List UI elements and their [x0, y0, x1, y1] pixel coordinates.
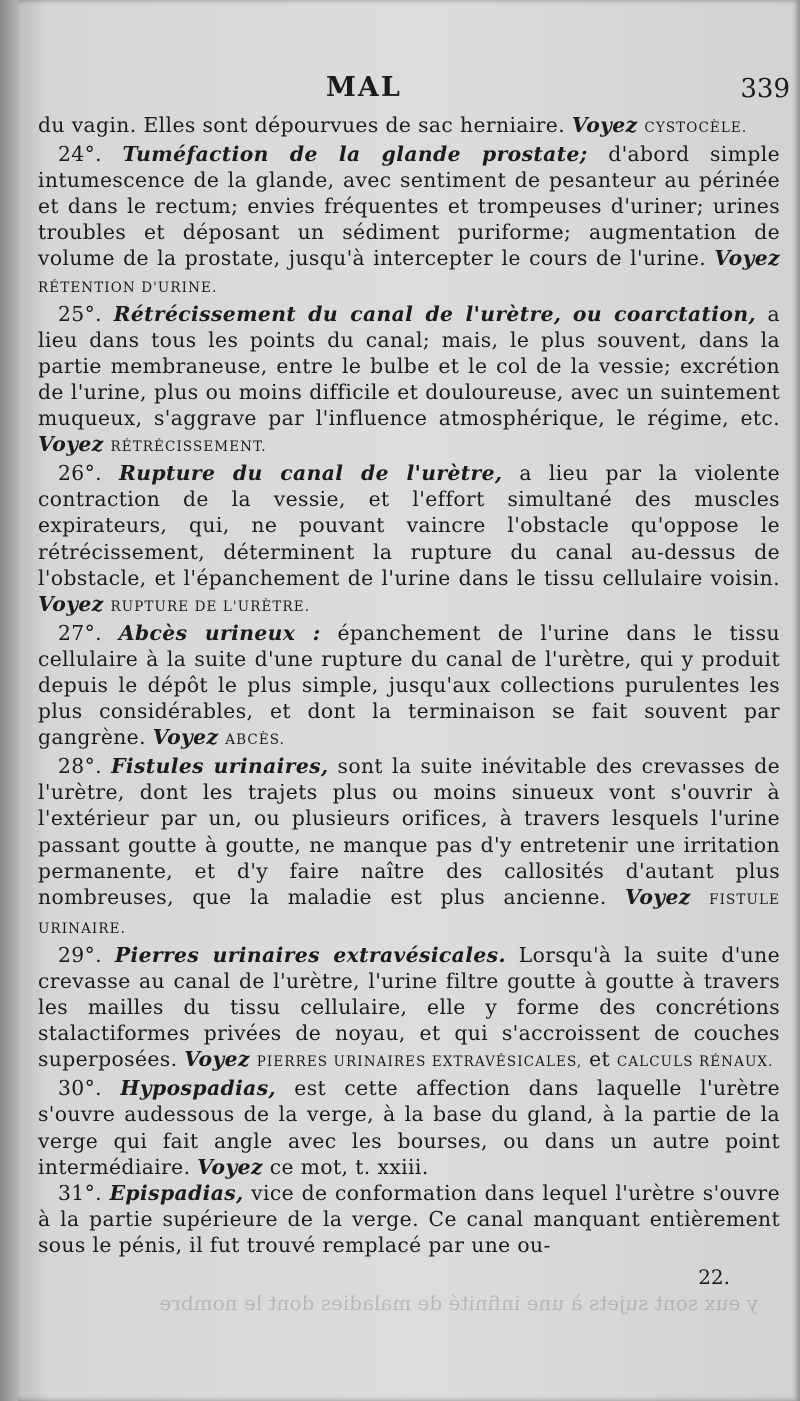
- page-header: [18, 72, 800, 106]
- cross-reference: ce mot, t. xxiii.: [269, 1154, 429, 1179]
- entry-text: sont la suite inévitable des crevasses de l'urètre, dont les trajets plus ou moins sinueux vont s'ouvrir à l'extérieur par un, ou plusieurs orifices, à travers lesquels l'urine passant goutte à goutte, ne manque pas d'y entretenir une irritation permanente, et d'y faire naître des callosités d'autant plus nombreuses, que la maladie est plus ancienne.: [38, 754, 780, 909]
- bleed-through-text: y eux sont sujets à une infinité de maladies dont le nombre: [159, 1291, 758, 1315]
- entry-text: a lieu dans tous les points du canal; mais, le plus souvent, dans la partie membraneuse, entre le bulbe et le col de la vessie; excrétion de l'urine, plus ou moins difficile et douloureuse, avec un suintement muqueux, s'aggrave par l'influence atmosphérique, le régime, etc.: [38, 301, 780, 431]
- entry-number: 24°.: [58, 142, 102, 167]
- entry-number: 27°.: [58, 620, 102, 645]
- entry-number: 31°.: [58, 1180, 102, 1205]
- signature-mark: 22.: [698, 1265, 730, 1289]
- body-text: [38, 112, 780, 1258]
- entry-title: Epispadias,: [109, 1180, 244, 1205]
- entry-number: 29°.: [58, 942, 102, 967]
- entry-title: Rupture du canal de l'urètre,: [119, 461, 503, 486]
- entry-29: [38, 942, 780, 1075]
- cross-reference: CYSTOCÈLE.: [644, 120, 748, 136]
- cross-reference: FISTULE URINAIRE.: [38, 891, 780, 937]
- entry-title-extra: ou coarctation,: [572, 301, 756, 326]
- running-title: MAL: [326, 72, 402, 103]
- voyez-label: Voyez: [152, 725, 219, 750]
- cross-reference: ABCÈS.: [225, 732, 286, 749]
- entry-26: [38, 460, 780, 620]
- entry-28: [38, 753, 780, 942]
- entry-24: [38, 141, 780, 301]
- entry-text: vice de conformation dans lequel l'urètre s'ouvre à la partie supérieure de la verge. Ce canal manquant entièrement sous le pénis, il fut trouvé remplacé par une ou-: [38, 1180, 780, 1257]
- cross-reference-2: CALCULS RÉNAUX.: [616, 1054, 774, 1071]
- entry-title: Pierres urinaires extravésicales.: [114, 942, 506, 967]
- entry-text: Lorsqu'à la suite d'une crevasse au canal de l'urètre, l'urine filtre goutte à goutte à travers les mailles du tissu cellulaire, elle y forme des concrétions stalactiformes privées de noyau, et qui s'accroissent de couches superposées.: [38, 942, 781, 1072]
- entry-31: [38, 1180, 780, 1258]
- voyez-label: Voyez: [625, 884, 691, 909]
- entry-text: d'abord simple intumescence de la glande, avec sentiment de pesanteur au périnée et dans le rectum; envies fréquentes et trompeuses d'uriner; urines troubles et déposant un sédiment puriforme; augmentation de volume de la prostate, jusqu'à intercepter le cours de l'urine.: [38, 142, 780, 271]
- voyez-label: Voyez: [197, 1154, 263, 1179]
- cross-reference-conjunction: et: [589, 1047, 611, 1072]
- entry-text: épanchement de l'urine dans le tissu cellulaire à la suite d'une rupture du canal de l'urètre, qui y produit depuis le dépôt le plus simple, jusqu'aux collections purulentes les plus considérables, et dont la terminaison se fait souvent par gangrène.: [38, 620, 780, 750]
- entry-27: [38, 620, 780, 753]
- entry-number: 30°.: [58, 1076, 102, 1101]
- binding-edge: [0, 0, 18, 1401]
- cross-reference: PIERRES URINAIRES EXTRAVÉSICALES,: [256, 1054, 583, 1071]
- entry-title: Hypospadias,: [120, 1076, 276, 1101]
- voyez-label: Voyez: [714, 246, 780, 271]
- entry-number: 25°.: [58, 301, 102, 326]
- entry-30: [38, 1075, 780, 1179]
- entry-number: 28°.: [58, 754, 102, 779]
- voyez-label: Voyez: [38, 591, 104, 616]
- voyez-label: Voyez: [38, 432, 104, 457]
- cross-reference: RUPTURE DE L'URÈTRE.: [110, 598, 311, 615]
- cross-reference: RÉTRÉCISSEMENT.: [110, 439, 267, 456]
- entry-25: [38, 301, 780, 461]
- cross-reference: RÉTENTION D'URINE.: [38, 279, 218, 296]
- entry-text: est cette affection dans laquelle l'urètre s'ouvre audessous de la verge, à la base du gland, à la partie de la verge qui fait angle avec les bourses, ou dans un autre point intermédiaire.: [38, 1076, 780, 1179]
- book-page: [18, 0, 800, 1401]
- entry-number: 26°.: [58, 461, 102, 486]
- entry-title: Tuméfaction de la glande prostate;: [122, 142, 588, 167]
- lead-paragraph: [38, 112, 780, 141]
- page-number: 339: [740, 74, 790, 104]
- entry-title: Fistules urinaires,: [111, 754, 329, 779]
- voyez-label: Voyez: [184, 1047, 250, 1072]
- lead-text: du vagin. Elles sont dépourvues de sac herniaire.: [38, 113, 566, 137]
- entry-text: a lieu par la violente contraction de la vessie, et l'effort simultané des muscles expirateurs, qui, ne pouvant vaincre l'obstacle qu'oppose le rétrécissement, déterminent la rupture du canal au-dessus de l'obstacle, et l'épanchement de l'urine dans le tissu cellulaire voisin.: [38, 461, 780, 590]
- voyez-label: Voyez: [571, 113, 638, 137]
- entry-title: Rétrécissement du canal de l'urètre,: [113, 301, 562, 326]
- entry-title: Abcès urineux :: [118, 620, 321, 645]
